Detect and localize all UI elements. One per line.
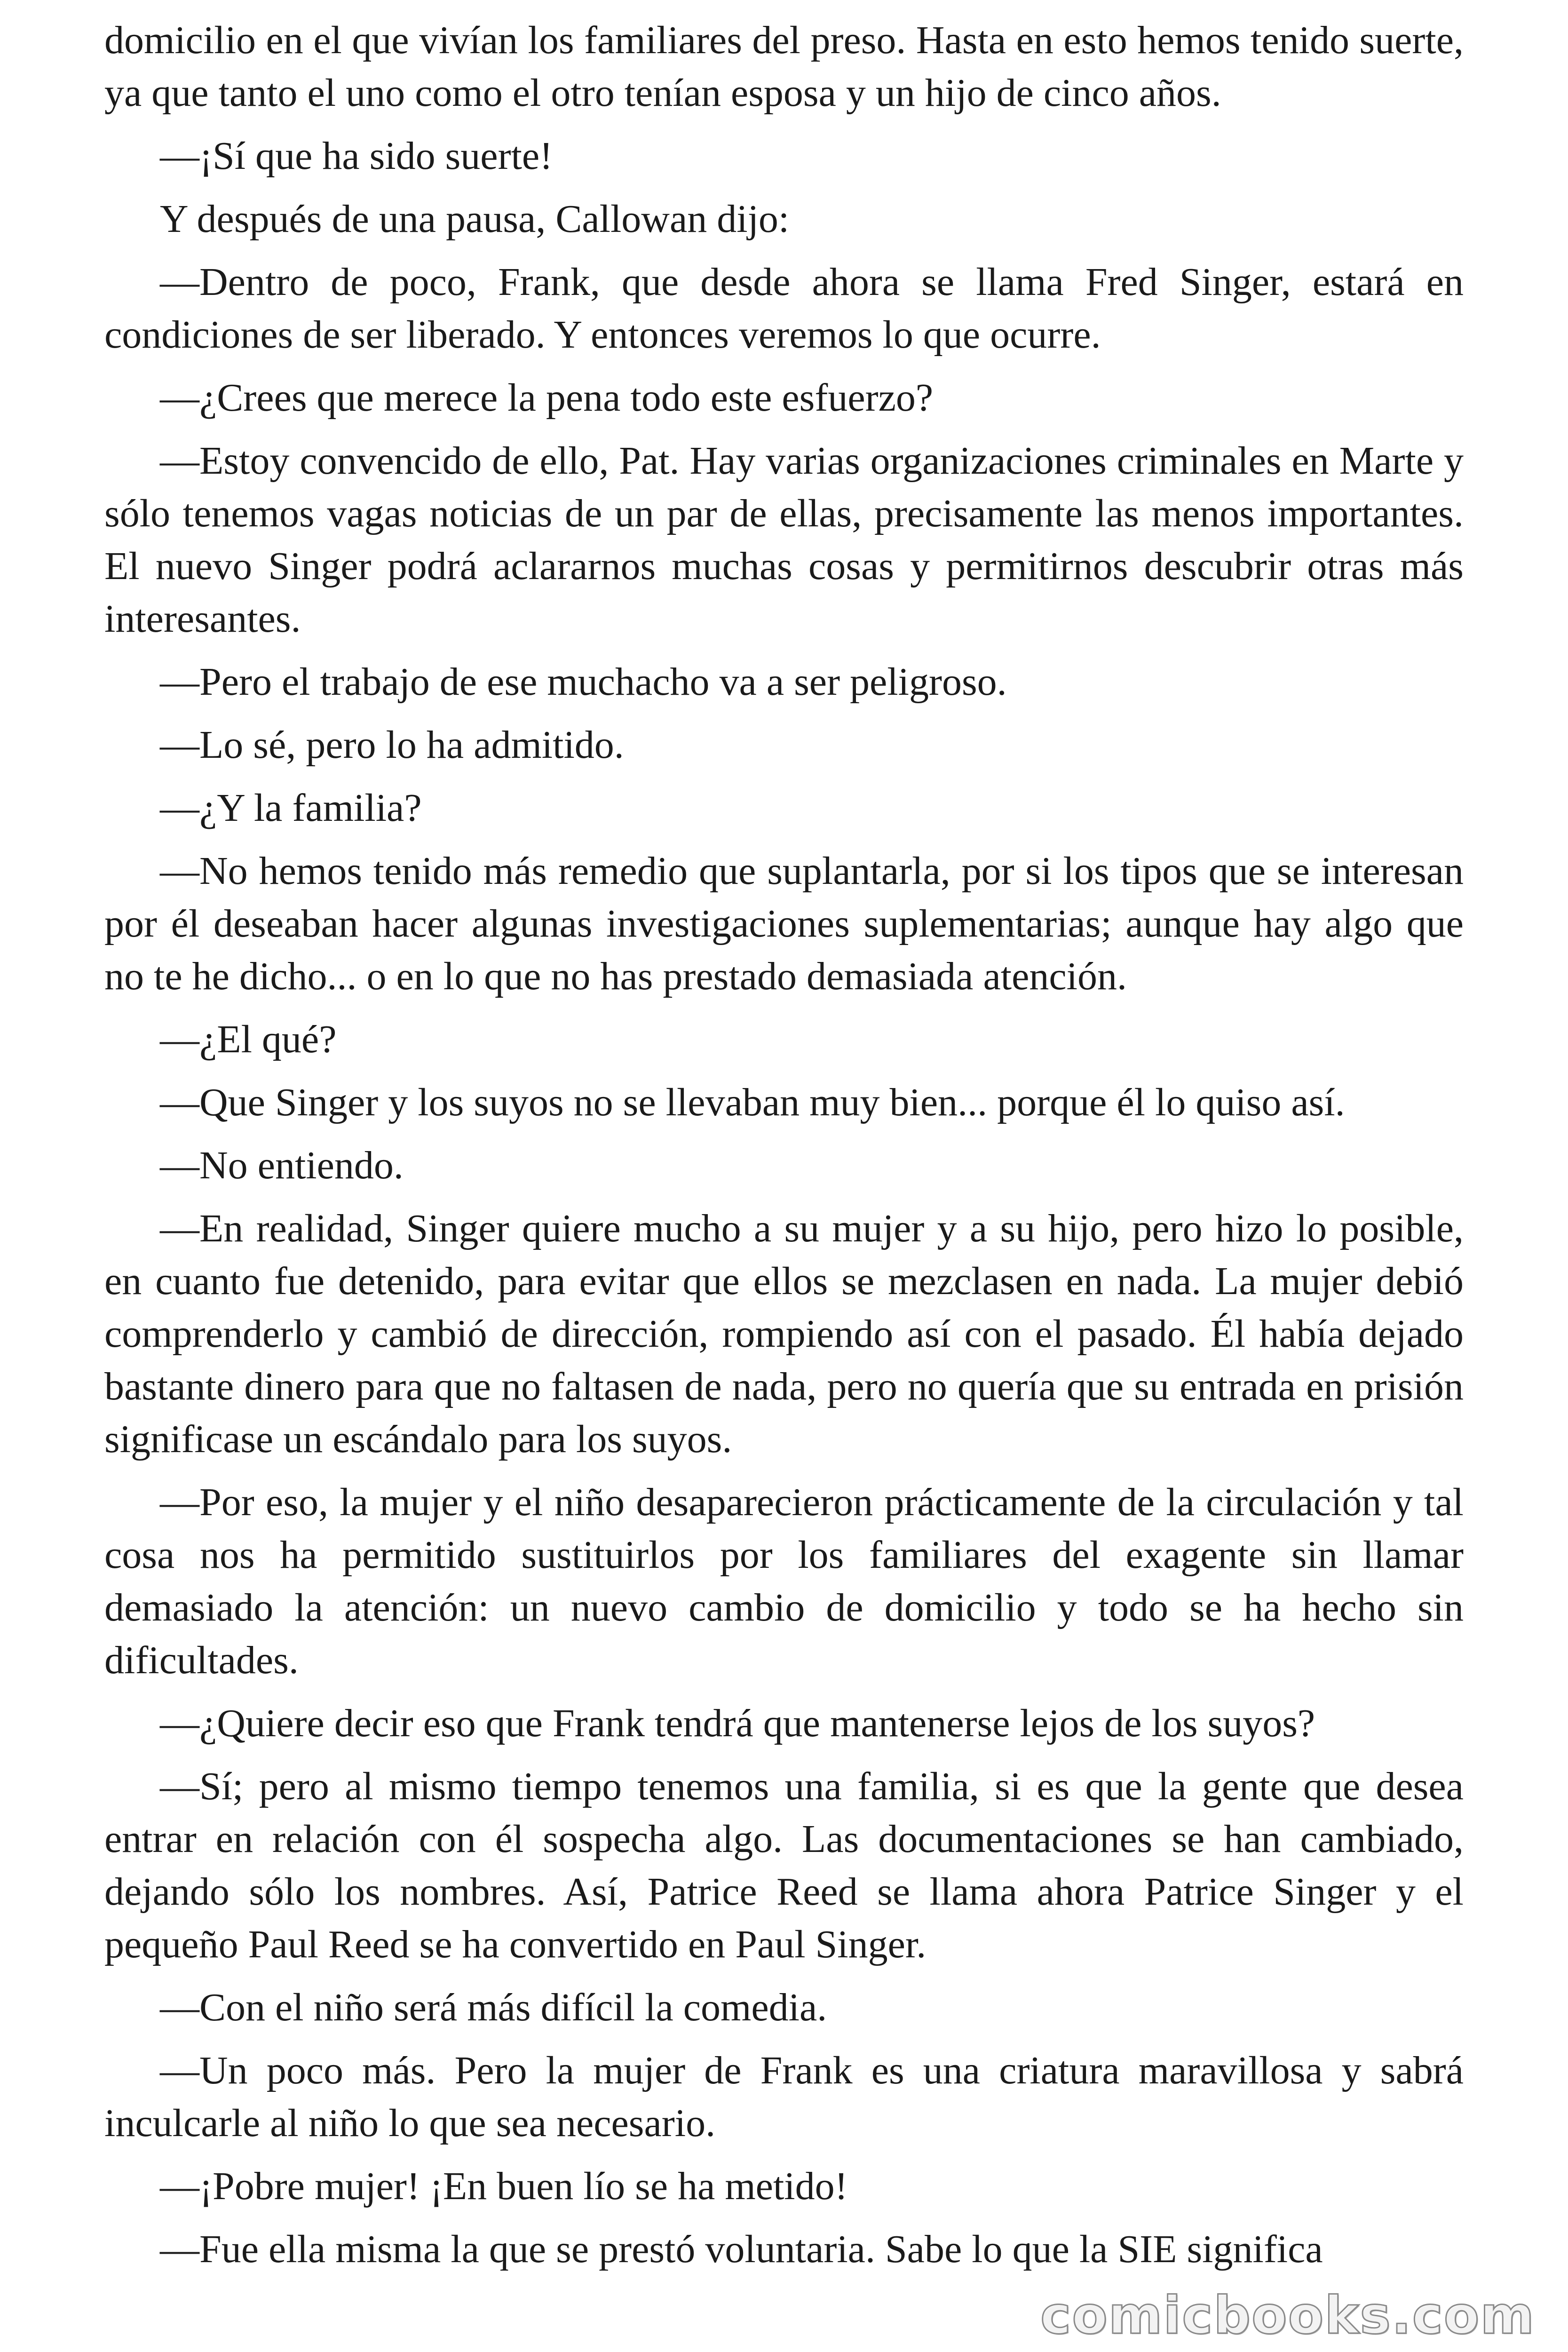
paragraph: —En realidad, Singer quiere mucho a su mujer y a su hijo, pero hizo lo posible, en cuanto fue detenido, para evitar que ellos se mezclasen en nada. La mujer debió comprenderlo y cambió de dirección, rompiendo así con el pasado. Él había dejado bastante dinero para que no faltasen de nada, pero no quería que su entrada en prisión significase un escándalo para los suyos. (104, 1207, 1464, 1461)
paragraph: —Con el niño será más difícil la comedia. (160, 1986, 827, 2029)
paragraph: —Lo sé, pero lo ha admitido. (160, 723, 624, 767)
paragraph: —Que Singer y los suyos no se llevaban muy bien... porque él lo quiso así. (160, 1081, 1345, 1124)
paragraph: —¿Crees que merece la pena todo este esfuerzo? (160, 376, 934, 420)
paragraph: —Un poco más. Pero la mujer de Frank es una criatura maravillosa y sabrá inculcarle al niño lo que sea necesario. (104, 2049, 1464, 2145)
paragraph: —No hemos tenido más remedio que suplantarla, por si los tipos que se interesan por él deseaban hacer algunas investigaciones suplementarias; aunque hay algo que no te he dicho... o en lo que no has prestado demasiada atención. (104, 849, 1464, 998)
paragraph: —Sí; pero al mismo tiempo tenemos una familia, si es que la gente que desea entrar en relación con él sospecha algo. Las documentaciones se han cambiado, dejando sólo los nombres. Así, Patrice Reed se llama ahora Patrice Singer y el pequeño Paul Reed se ha convertido en Paul Singer. (104, 1764, 1464, 1966)
watermark: comicbooks.com (1040, 2285, 1535, 2345)
paragraph: —Pero el trabajo de ese muchacho va a ser peligroso. (160, 660, 1007, 704)
page-body-text (104, 14, 1464, 2286)
paragraph: Y después de una pausa, Callowan dijo: (160, 197, 790, 241)
paragraph: domicilio en el que vivían los familiares del preso. Hasta en esto hemos tenido suerte, ya que tanto el uno como el otro tenían esposa y un hijo de cinco años. (104, 18, 1464, 115)
paragraph: —Estoy convencido de ello, Pat. Hay varias organizaciones criminales en Marte y sólo tenemos vagas noticias de un par de ellas, precisamente las menos importantes. El nuevo Singer podrá aclararnos muchas cosas y permitirnos descubrir otras más interesantes. (104, 439, 1464, 641)
paragraph: —¿Y la familia? (160, 786, 422, 830)
paragraph: —¿El qué? (160, 1017, 337, 1061)
paragraph: —Fue ella misma la que se prestó voluntaria. Sabe lo que la SIE significa (160, 2227, 1323, 2271)
paragraph: —Por eso, la mujer y el niño desaparecieron prácticamente de la circulación y tal cosa nos ha permitido sustituirlos por los familiares del exagente sin llamar demasiado la atención: un nuevo cambio de domicilio y todo se ha hecho sin dificultades. (104, 1480, 1464, 1682)
paragraph: —Dentro de poco, Frank, que desde ahora se llama Fred Singer, estará en condiciones de ser liberado. Y entonces veremos lo que ocurre. (104, 260, 1464, 357)
paragraph: —¡Sí que ha sido suerte! (160, 134, 553, 178)
paragraph: —¿Quiere decir eso que Frank tendrá que mantenerse lejos de los suyos? (160, 1701, 1315, 1745)
paragraph: —¡Pobre mujer! ¡En buen lío se ha metido! (160, 2164, 848, 2208)
paragraph: —No entiendo. (160, 1144, 404, 1187)
